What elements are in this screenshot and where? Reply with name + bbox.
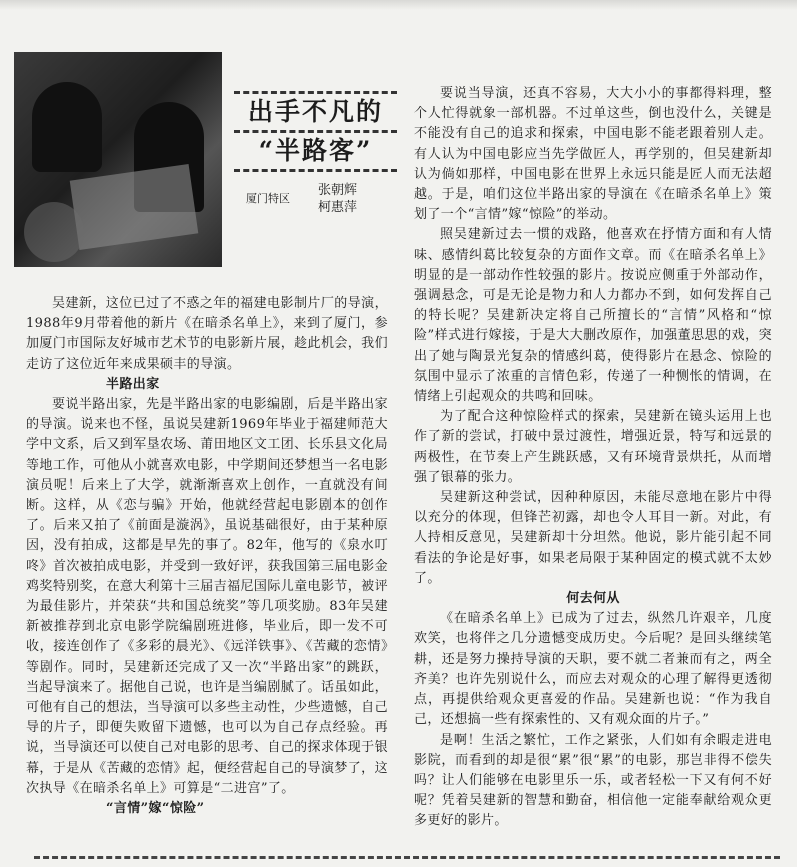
right-column: [414, 84, 772, 832]
body-paragraph: 《在暗杀名单上》已成为了过去，纵然几许艰辛，几度欢笑，也将伴之几分遗憾变成历史。今后呢？是回头继续笔耕，还是努力操持导演的天职，要不就二者兼而有之，两全齐美？也许先别说什么，而应去对观众的心理了解得更透彻点，再提供给观众更喜爱的作品。吴建新也说：“作为我自己，还想搞一些有探索性的、又有观众面的片子。”: [414, 611, 772, 728]
article-title-line1: 出手不凡的: [247, 97, 383, 126]
body-paragraph: 是啊！生活之繁忙，工作之紧张，人们如有余暇走进电影院，而看到的却是很“累”很“累”的电影，那岂非得不偿失吗？让人们能够在电影里乐一乐，或者轻松一下又有何不好呢？凭着吴建新的智慧和勤奋，相信他一定能奉献给观众更多更好的影片。: [414, 732, 772, 829]
bottom-rule: [34, 856, 780, 859]
body-paragraph: 要说半路出家，先是半路出家的电影编剧，后是半路出家的导演。说来也不怪，虽说吴建新1969年毕业于福建师范大学中文系，后又到军垦农场、莆田地区文工团、长乐县文化局等地工作，可他从小就喜欢电影，中学期间还梦想当一名电影演员呢！后来上了大学，就渐渐喜欢上创作，一直就没有间断。这样，从《恋与骗》开始，他就经营起电影剧本的创作了。后来又拍了《前面是漩涡》，虽说基础很好，由于某种原因，没有拍成，这都是早先的事了。82年，他写的《泉水叮咚》首次被拍成电影，并受到一致好评，获我国第三届电影金鸡奖特别奖，在意大利第十三届吉福尼国际儿童电影节，被评为最佳影片，并荣获“共和国总统奖”等几项奖励。83年吴建新被推荐到北京电影学院编剧班进修，毕业后，即一发不可收，接连创作了《多彩的晨光》、《远洋铁事》、《苦藏的恋情》等剧作。同时，吴建新还完成了又一次“半路出家”的跳跃，当起导演来了。据他自己说，也许是当编剧腻了。话虽如此，可他有自己的想法，当导演可以多些主动性，少些遗憾，自己导的片子，即便失败留下遗憾，也可以为自己存点经验。再说，当导演还可以使自己对电影的思考、自己的探求体现于银幕，于是从《苦藏的恋情》起，便经营起自己的导演梦了，这次执导《在暗杀名单上》可算是“二进宫”了。: [26, 397, 388, 796]
author-name: 柯惠萍: [318, 200, 358, 215]
section-heading: 半路出家: [106, 376, 160, 392]
section-heading: “言情”嫁“惊险”: [106, 801, 205, 817]
title-rule-middle: [234, 130, 397, 133]
body-paragraph: 为了配合这种惊险样式的探索，吴建新在镜头运用上也作了新的尝试，打破中景过渡性，增强近景，特写和远景的两极性，在节奏上产生跳跃感，又有环境背景烘托，从而增强了银幕的张力。: [414, 409, 772, 485]
title-rule-bottom: [234, 169, 397, 172]
article-title-line2: “半路客”: [258, 136, 373, 165]
title-rule-top: [234, 91, 397, 94]
photo-highlight: [70, 164, 199, 250]
body-paragraph: 照吴建新过去一惯的戏路，他喜欢在抒情方面和有人情味、感情纠葛比较复杂的方面作文章。而《在暗杀名单上》明显的是一部动作性较强的影片。按说应侧重于外部动作，强调悬念，可是无论是物力和人力都办不到，如何发挥自己的特长呢？吴建新决定将自己所擅长的“言情”风格和“惊险”样式进行嫁接，于是大大删改原作，加强董思思的戏，突出了她与陶景光复杂的情感纠葛，使得影片在悬念、惊险的氛围中显示了浓重的言情色彩，传递了一种恻怅的情调，在情绪上引起观众的共鸣和回味。: [414, 227, 772, 405]
photo-figure-left: [32, 82, 102, 172]
body-paragraph: 要说当导演，还真不容易，大大小小的事都得料理，整个人忙得就象一部机器。不过单这些，倒也没什么，关键是不能没有自己的追求和探索，中国电影不能老跟着别人走。有人认为中国电影应当先学做匠人，再学别的，但吴建新却认为倘如那样，中国电影在世界上永远只能是匠人而无法超越。于是，咱们这位半路出家的导演在《在暗杀名单上》策划了一个“言情”嫁“惊险”的举动。: [414, 86, 772, 223]
author-list: [318, 182, 357, 216]
section-heading: 何去何从: [566, 591, 620, 607]
photo-shadow: [24, 202, 84, 262]
page-top-edge: [0, 0, 797, 10]
director-photo: [14, 52, 222, 267]
region-label: 厦门特区: [246, 192, 290, 205]
body-paragraph: 吴建新这种尝试，因种种原因，未能尽意地在影片中得以充分的体现，但锋芒初露，却也令人耳目一新。对此，有人持相反意见，吴建新却十分坦然。他说，影片能引起不同看法的争论是好事，如果老局限于某种固定的模式就不太妙了。: [414, 490, 772, 586]
intro-paragraph: 吴建新，这位已过了不惑之年的福建电影制片厂的导演，1988年9月带着他的新片《在暗杀名单上》，来到了厦门，参加厦门市国际友好城市艺术节的电影新片展，趁此机会，我们走访了这位近年来成果硕丰的导演。: [26, 296, 388, 372]
left-column: [26, 294, 388, 819]
title-block: [228, 88, 403, 175]
author-name: 张朝辉: [318, 183, 358, 198]
